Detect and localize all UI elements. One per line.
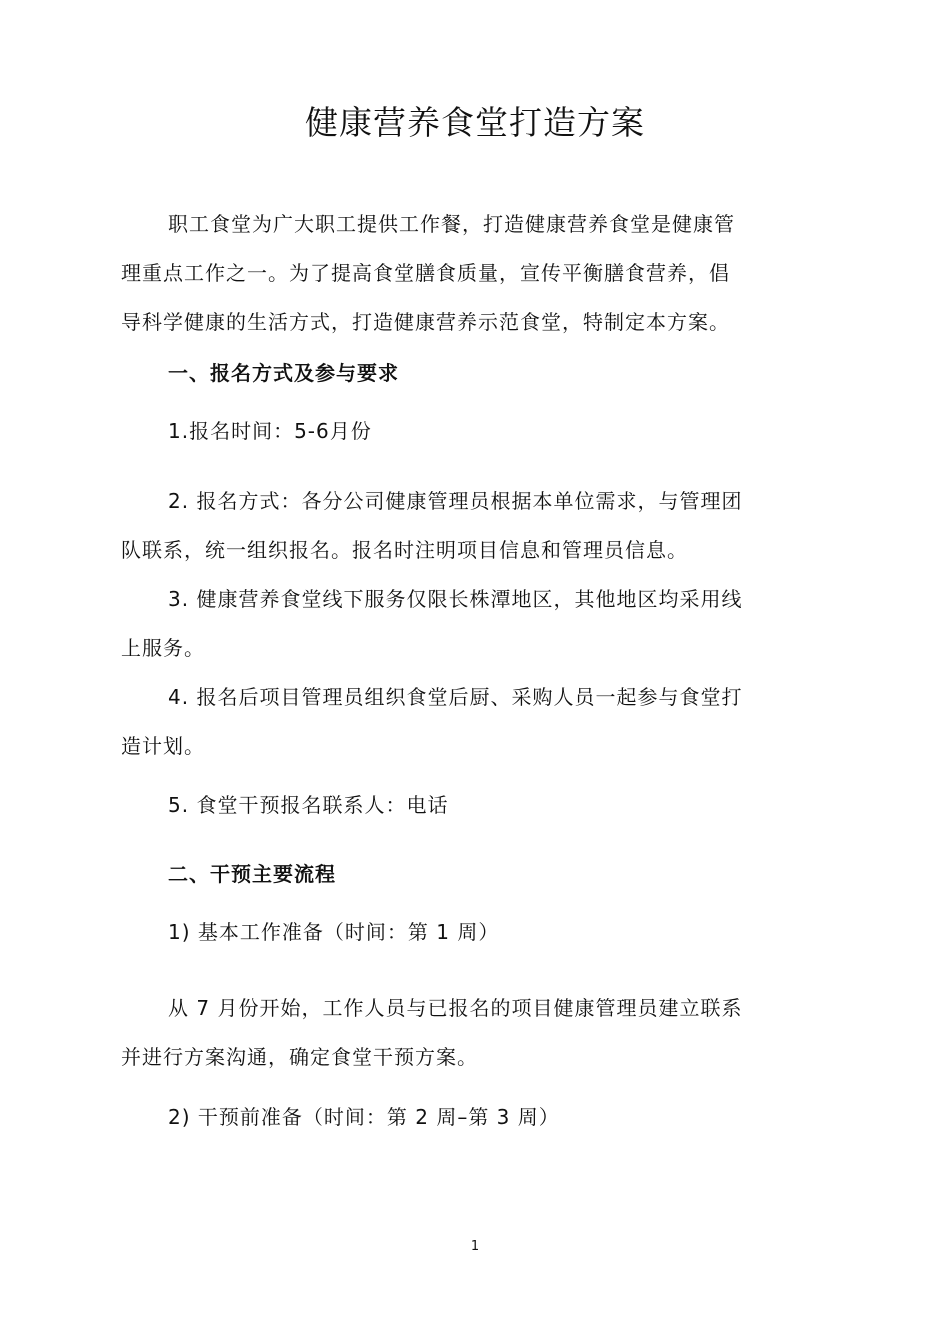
section-2-step-1: 1) 基本工作准备（时间：第 1 周） xyxy=(168,920,500,944)
section-2-step-1-text-line-2: 并进行方案沟通，确定食堂干预方案。 xyxy=(121,1045,478,1069)
intro-line-3: 导科学健康的生活方式，打造健康营养示范食堂，特制定本方案。 xyxy=(121,310,730,334)
intro-line-1: 职工食堂为广大职工提供工作餐，打造健康营养食堂是健康管 xyxy=(168,212,735,236)
section-2-step-1-text-line-1: 从 7 月份开始，工作人员与已报名的项目健康管理员建立联系 xyxy=(168,996,743,1020)
section-2-heading: 二、干预主要流程 xyxy=(168,862,336,886)
page-number: 1 xyxy=(470,1239,480,1254)
section-1-item-3-line-2: 上服务。 xyxy=(121,636,205,660)
section-1-item-2-line-1: 2. 报名方式：各分公司健康管理员根据本单位需求，与管理团 xyxy=(168,489,743,513)
intro-line-2: 理重点工作之一。为了提高食堂膳食质量，宣传平衡膳食营养，倡 xyxy=(121,261,730,285)
section-1-item-4-line-2: 造计划。 xyxy=(121,734,205,758)
document-title: 健康营养食堂打造方案 xyxy=(305,103,645,142)
section-1-heading: 一、报名方式及参与要求 xyxy=(168,361,399,385)
section-2-step-2: 2) 干预前准备（时间：第 2 周–第 3 周） xyxy=(168,1105,560,1129)
section-1-item-4-line-1: 4. 报名后项目管理员组织食堂后厨、采购人员一起参与食堂打 xyxy=(168,685,743,709)
section-1-item-3-line-1: 3. 健康营养食堂线下服务仅限长株潭地区，其他地区均采用线 xyxy=(168,587,743,611)
section-1-item-2-line-2: 队联系，统一组织报名。报名时注明项目信息和管理员信息。 xyxy=(121,538,688,562)
section-1-item-5: 5. 食堂干预报名联系人：电话 xyxy=(168,793,449,817)
section-1-item-1: 1.报名时间：5-6月份 xyxy=(168,419,372,443)
